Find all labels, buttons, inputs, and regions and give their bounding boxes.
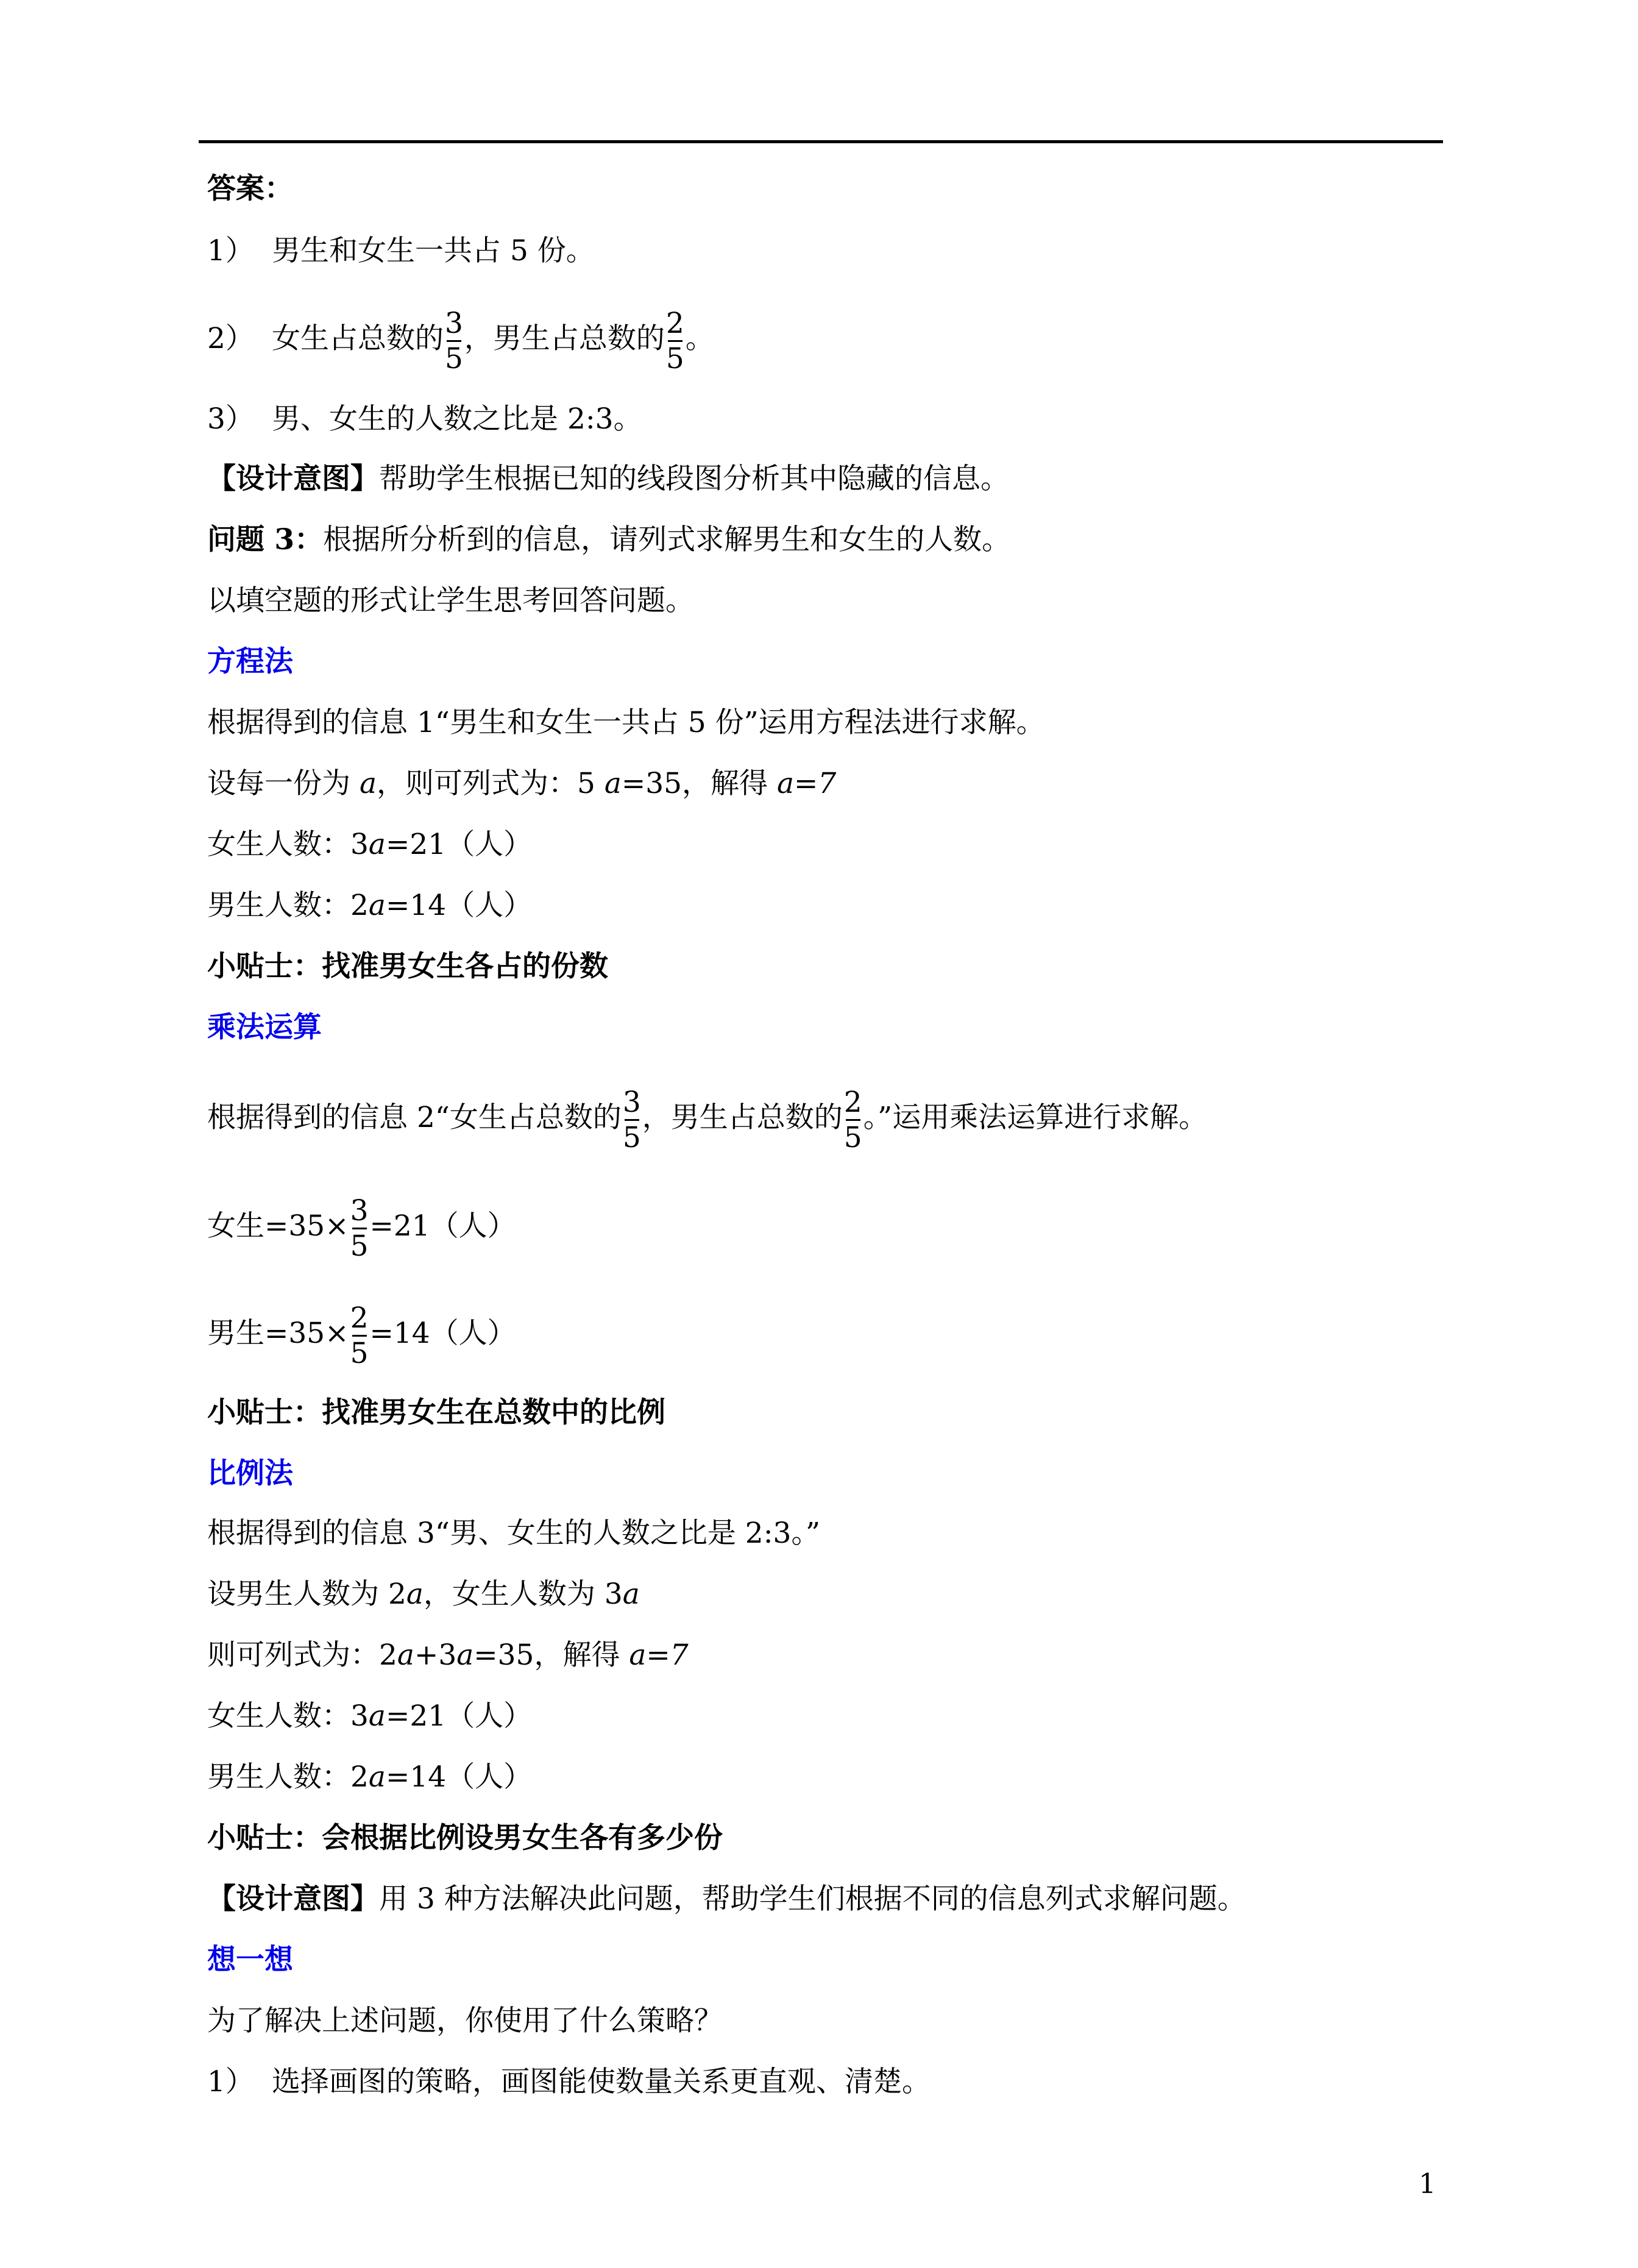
fraction-three-fifths: $\frac{3}{5}$ — [445, 306, 463, 375]
answer-item-1 — [207, 221, 595, 282]
tip-1: 小贴士：找准男女生各占的份数 — [207, 950, 608, 983]
answer-number: 2） — [207, 322, 254, 355]
design-intent-label: 【设计意图】 — [207, 462, 379, 496]
fraction-three-fifths: $\frac{3}{5}$ — [622, 1085, 641, 1154]
header-rule — [199, 140, 1443, 143]
answer-number: 1） — [207, 234, 254, 268]
answer-text: ，男生占总数的 — [464, 322, 665, 355]
answer-item-2: 2） 女生占总数的 $\frac{3}{5}$ ，男生占总数的 $\frac{2}{5}$ 。 — [207, 306, 714, 375]
method1-boys: 男生人数：2a=14（人） — [207, 889, 533, 922]
answer-text: 男生和女生一共占 5 份。 — [272, 234, 595, 268]
method1-girls: 女生人数：3a=21（人） — [207, 828, 533, 861]
method3-boys: 男生人数：2a=14（人） — [207, 1760, 533, 1794]
design-intent-2: 【设计意图】用 3 种方法解决此问题，帮助学生们根据不同的信息列式求解问题。 — [207, 1882, 1246, 1916]
method-title-equation: 方程法 — [207, 645, 293, 678]
method-title-multiplication: 乘法运算 — [207, 1011, 322, 1044]
method2-boys: 男生=35× $\frac{2}{5}$ =14（人） — [207, 1301, 516, 1370]
method-title-ratio: 比例法 — [207, 1457, 293, 1490]
method3-girls: 女生人数：3a=21（人） — [207, 1699, 533, 1733]
think-question: 为了解决上述问题，你使用了什么策略？ — [207, 2004, 723, 2038]
method1-intro: 根据得到的信息 1“男生和女生一共占 5 份”运用方程法进行求解。 — [207, 706, 1045, 739]
method3-intro: 根据得到的信息 3“男、女生的人数之比是 2:3。” — [207, 1516, 820, 1550]
method3-equation: 则可列式为：2a+3a=35，解得 a=7 — [207, 1638, 689, 1672]
think-item-1: 1） 选择画图的策略，画图能使数量关系更直观、清楚。 — [207, 2052, 931, 2113]
method1-setup: 设每一份为 a，则可列式为：5 a=35，解得 a=7 — [207, 767, 837, 800]
method3-setup: 设男生人数为 2a，女生人数为 3a — [207, 1577, 640, 1611]
tip-3: 小贴士：会根据比例设男女生各有多少份 — [207, 1821, 723, 1855]
design-intent-1: 【设计意图】帮助学生根据已知的线段图分析其中隐藏的信息。 — [207, 462, 1009, 496]
answer-item-3 — [207, 389, 642, 450]
fraction-two-fifths: $\frac{2}{5}$ — [350, 1301, 369, 1370]
fill-blank-note: 以填空题的形式让学生思考回答问题。 — [207, 584, 694, 617]
question-3: 问题 3：根据所分析到的信息，请列式求解男生和女生的人数。 — [207, 523, 1011, 556]
think-title: 想一想 — [207, 1943, 293, 1977]
item-number: 1） — [207, 2065, 254, 2099]
method2-intro: 根据得到的信息 2“女生占总数的 $\frac{3}{5}$ ，男生占总数的 $\frac{2}{5}$ 。”运用乘法运算进行求解。 — [207, 1085, 1208, 1154]
answer-text: 男、女生的人数之比是 2:3。 — [272, 402, 642, 436]
fraction-three-fifths: $\frac{3}{5}$ — [350, 1193, 369, 1263]
method2-girls: 女生=35× $\frac{3}{5}$ =21（人） — [207, 1193, 516, 1263]
fraction-two-fifths: $\frac{2}{5}$ — [843, 1085, 862, 1154]
fraction-two-fifths: $\frac{2}{5}$ — [665, 306, 684, 375]
page-number: 1 — [1419, 2167, 1436, 2200]
answer-text: 女生占总数的 — [272, 322, 444, 355]
tip-2: 小贴士：找准男女生在总数中的比例 — [207, 1396, 665, 1429]
question-label: 问题 3： — [207, 523, 324, 556]
answer-heading: 答案： — [207, 172, 293, 205]
design-intent-label: 【设计意图】 — [207, 1882, 379, 1916]
answer-number: 3） — [207, 402, 254, 436]
